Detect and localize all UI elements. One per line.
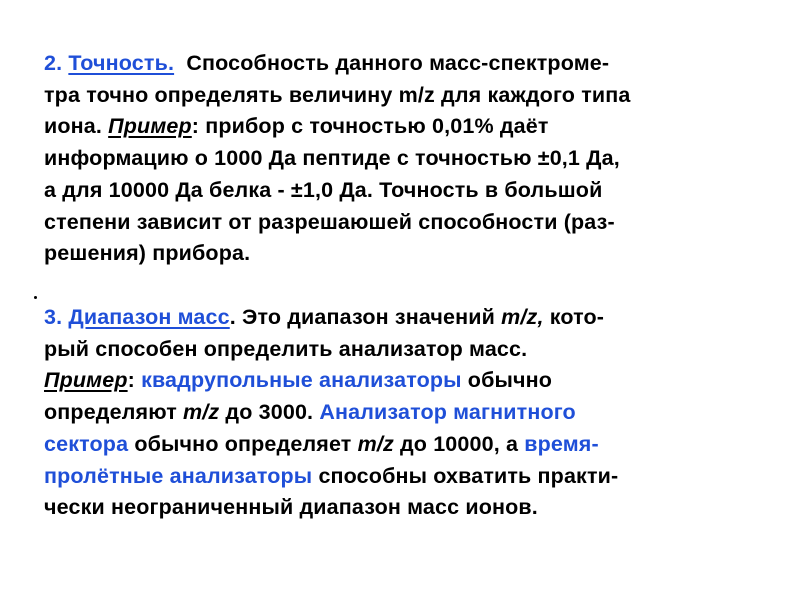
range-line-4 (44, 397, 784, 429)
range-line-1-text: . Это диапазон значений (229, 305, 496, 329)
range-line-6-end: способны охватить практи- (318, 463, 619, 488)
accuracy-line-6: степени зависит от разрешаюшей способности (раз- (44, 209, 615, 234)
range-line-1 (44, 302, 784, 334)
range-line-3 (44, 365, 784, 397)
range-number: 3. (44, 305, 63, 329)
accuracy-line-1 (44, 48, 784, 80)
range-line-1-end: кото- (549, 305, 605, 329)
magnetic-sector-term-start: Анализатор магнитного (319, 400, 576, 425)
range-line-5-mid: обычно определяет (134, 431, 352, 456)
range-line-5-end: до 10000, а (400, 431, 519, 456)
accuracy-line-3-start: иона. (44, 114, 103, 139)
range-mz-1: m/z, (501, 305, 544, 329)
range-heading: Диапазон масс (68, 305, 230, 329)
accuracy-heading: Точность. (68, 51, 175, 75)
range-line-7: чески неограниченный диапазон масс ионов. (44, 495, 538, 520)
accuracy-line-1-text: Способность данного масс-спектроме- (186, 51, 610, 75)
range-line-3-end: обычно (467, 368, 553, 393)
accuracy-line-2: тра точно определять величину m/z для каждого типа (44, 82, 631, 107)
range-example-colon: : (127, 368, 135, 393)
accuracy-line-3 (44, 111, 784, 143)
accuracy-example-label: Пример (108, 114, 192, 139)
accuracy-line-3-end: : прибор с точностью 0,01% даёт (191, 114, 549, 139)
accuracy-paragraph (44, 48, 784, 270)
range-line-4-start: определяют (44, 400, 177, 425)
accuracy-line-7: решения) прибора. (44, 241, 251, 266)
range-line-2: рый способен определить анализатор масс. (44, 336, 528, 361)
stray-dot (34, 296, 37, 299)
tof-term-end: пролётные анализаторы (44, 463, 313, 488)
range-example-label: Пример (44, 368, 128, 393)
range-mz-3: m/z (357, 431, 394, 456)
range-line-6 (44, 461, 784, 493)
range-mz-2: m/z (183, 400, 220, 425)
mass-range-paragraph (44, 302, 784, 524)
accuracy-line-4: информацию о 1000 Да пептиде с точностью ±0,1 Да, (44, 146, 620, 171)
quadrupole-analyzers-term: квадрупольные анализаторы (141, 368, 462, 393)
range-line-4-mid: до 3000. (225, 400, 314, 425)
range-line-5 (44, 429, 784, 461)
tof-term-start: время- (524, 431, 599, 456)
accuracy-number: 2. (44, 51, 63, 75)
accuracy-line-5: а для 10000 Да белка - ±1,0 Да. Точность в большой (44, 177, 603, 202)
magnetic-sector-term-end: сектора (44, 431, 129, 456)
